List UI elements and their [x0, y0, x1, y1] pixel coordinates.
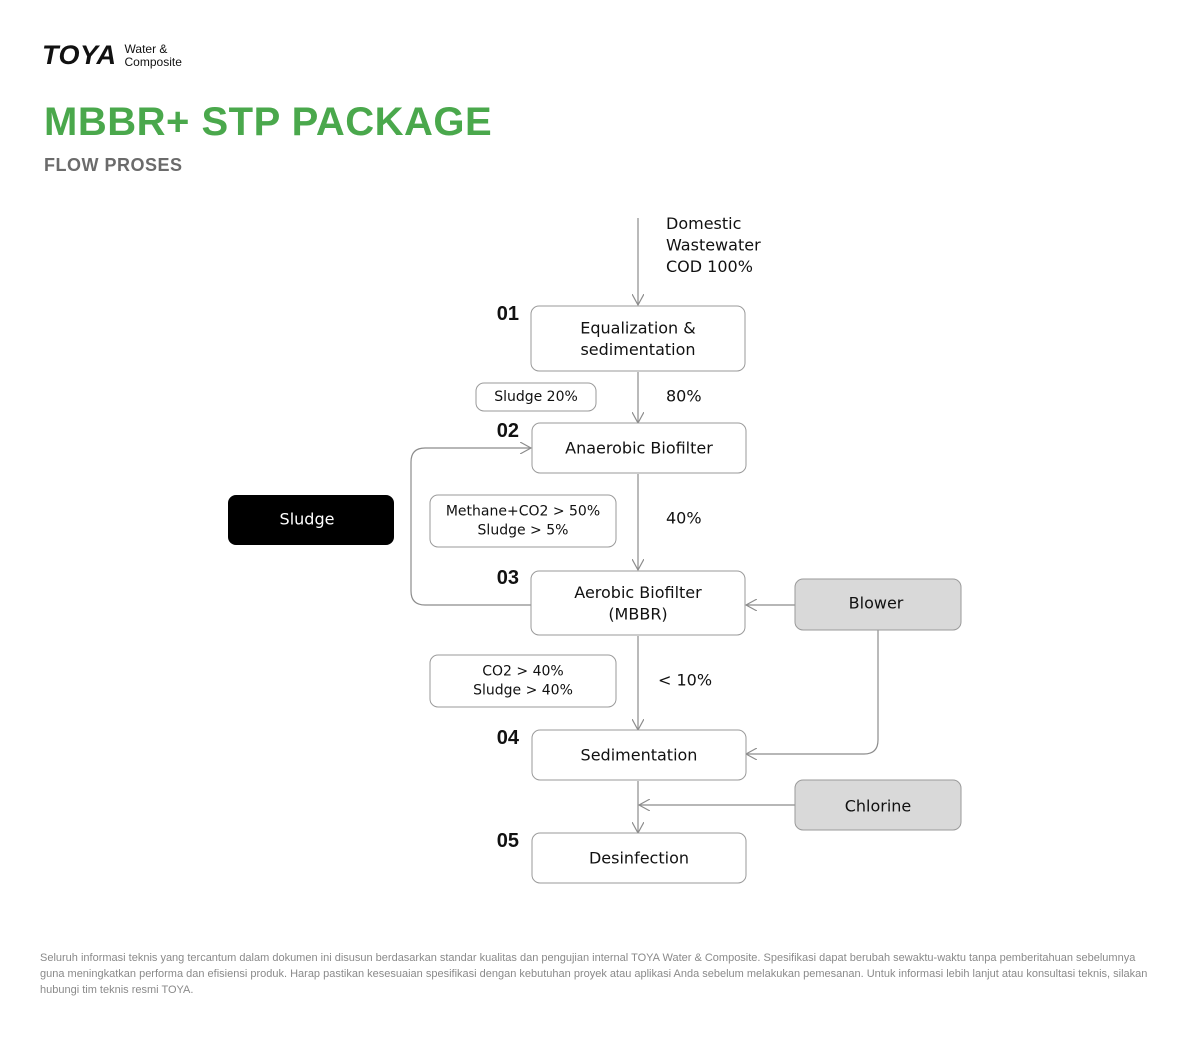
process-step-label: Sedimentation	[580, 745, 698, 765]
process-step-04	[497, 727, 746, 780]
process-step-label: Aerobic Biofilter	[574, 582, 702, 602]
flow-percentage	[658, 671, 712, 690]
process-step-01	[497, 303, 745, 371]
byproduct-box	[430, 495, 616, 547]
blower-box	[795, 579, 961, 630]
input-label-text: COD 100%	[666, 257, 753, 276]
input-label-text: Wastewater	[666, 235, 761, 255]
process-step-label: Equalization &	[580, 318, 696, 338]
byproduct-box-label: CO2 > 40%	[482, 663, 564, 680]
process-step-label: (MBBR)	[608, 604, 668, 624]
byproduct-box-label: Sludge > 5%	[477, 522, 569, 539]
chlorine-box-label: Chlorine	[844, 796, 912, 816]
process-step-label: Anaerobic Biofilter	[565, 438, 713, 458]
step-number: 01	[496, 303, 519, 325]
step-number: 04	[496, 727, 519, 749]
process-step-02	[497, 420, 746, 473]
byproduct-box	[476, 383, 596, 411]
process-step-label: sedimentation	[580, 339, 696, 359]
byproduct-box-label: Sludge 20%	[494, 389, 578, 405]
flow-percentage	[666, 509, 702, 528]
flow-percentage	[666, 387, 702, 406]
flow-percentage-text: 80%	[666, 386, 702, 406]
sludge-box	[228, 495, 394, 545]
byproduct-box-label: Sludge > 40%	[473, 682, 573, 699]
input-label-text: Domestic	[666, 214, 742, 233]
flow-percentage-text: < 10%	[658, 670, 713, 690]
input-label	[666, 214, 761, 276]
byproduct-box-label: Methane+CO2 > 50%	[445, 503, 601, 520]
step-number: 03	[496, 567, 519, 589]
logo-tagline: Water & Composite	[124, 41, 182, 69]
step-number: 02	[496, 420, 519, 442]
process-step-box	[531, 306, 745, 371]
flow-percentage-text: 40%	[666, 508, 702, 528]
sludge-box-label: Sludge	[279, 509, 335, 529]
step-number: 05	[496, 830, 519, 852]
process-step-03	[497, 567, 745, 635]
logo-wordmark: TOYA	[42, 40, 117, 70]
process-step-label: Desinfection	[588, 848, 690, 868]
byproduct-box	[430, 655, 616, 707]
page-subtitle: FLOW PROSES	[44, 155, 183, 175]
disclaimer-footer: Seluruh informasi teknis yang tercantum dalam dokumen ini disusun berdasarkan standar kualitas dan pengujian internal TOYA Water & Composite. Spesifikasi dapat berubah sewaktu-waktu tanpa pemberitahuan sebelumnya guna meningkatkan performa dan efisiensi produk. Harap pastikan kesesuaian spesifikasi dengan kebutuhan proyek atau aplikasi Anda sebelum melakukan pemesanan. Untuk informasi lebih lanjut atau konsultasi teknis, silakan hubungi tim teknis resmi TOYA.	[40, 952, 1148, 996]
blower-box-label: Blower	[848, 593, 904, 613]
process-step-box	[531, 571, 745, 635]
arrow-blower-to-step-04	[746, 630, 878, 754]
chlorine-box	[795, 780, 961, 830]
process-step-05	[497, 830, 746, 883]
page-title: MBBR+ STP PACKAGE	[44, 100, 493, 144]
